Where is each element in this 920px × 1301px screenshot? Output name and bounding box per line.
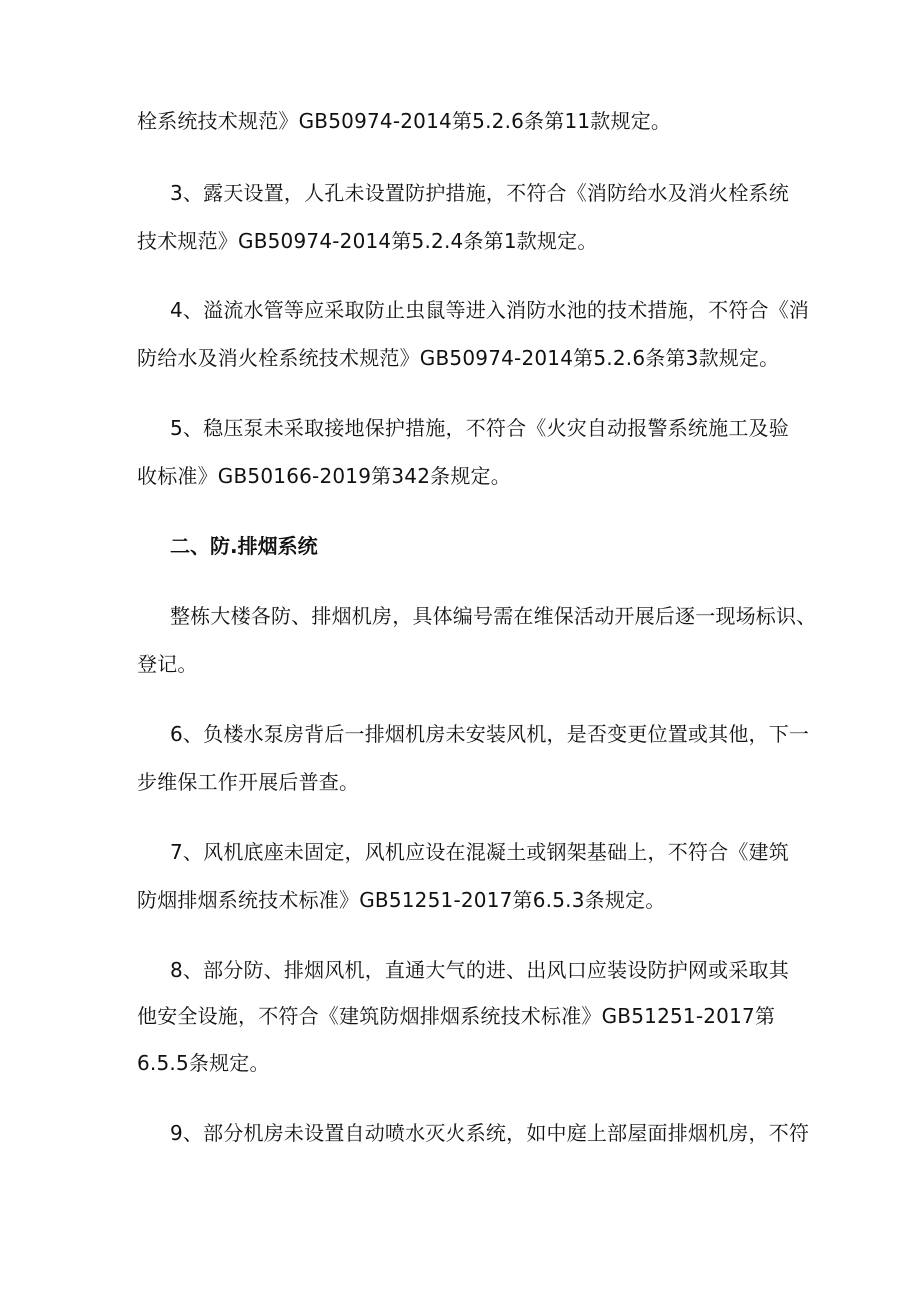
item-5-line-2: 收标准》GB50166-2019第342条规定。: [137, 464, 511, 488]
intro-line-2: 登记。: [137, 652, 198, 676]
item-8-line-2: 他安全设施，不符合《建筑防烟排烟系统技术标准》GB51251-2017第: [137, 1004, 776, 1028]
section-heading: 二、防.排烟系统: [170, 534, 318, 558]
item-8-line-1: 8、部分防、排烟风机，直通大气的进、出风口应装设防护网或采取其: [170, 958, 789, 982]
item-7-line-2: 防烟排烟系统技术标准》GB51251-2017第6.5.3条规定。: [137, 888, 666, 912]
item-7-line-1: 7、风机底座未固定，风机应设在混凝土或钢架基础上，不符合《建筑: [170, 840, 789, 864]
item-9-line-1: 9、部分机房未设置自动喷水灭火系统，如中庭上部屋面排烟机房，不符: [170, 1121, 810, 1145]
item-6-line-2: 步维保工作开展后普查。: [137, 770, 360, 794]
item-5-line-1: 5、稳压泵未采取接地保护措施，不符合《火灾自动报警系统施工及验: [170, 416, 789, 440]
item-3-line-1: 3、露天设置，人孔未设置防护措施，不符合《消防给水及消火栓系统: [170, 181, 789, 205]
item-4-line-1: 4、溢流水管等应采取防止虫鼠等进入消防水池的技术措施，不符合《消: [170, 298, 810, 322]
text-line-1: 栓系统技术规范》GB50974-2014第5.2.6条第11款规定。: [137, 109, 672, 133]
item-8-line-3: 6.5.5条规定。: [137, 1051, 270, 1075]
item-3-line-2: 技术规范》GB50974-2014第5.2.4条第1款规定。: [137, 229, 598, 253]
intro-line-1: 整栋大楼各防、排烟机房，具体编号需在维保活动开展后逐一现场标识、: [170, 604, 817, 628]
item-4-line-2: 防给水及消火栓系统技术规范》GB50974-2014第5.2.6条第3款规定。: [137, 346, 780, 370]
item-6-line-1: 6、负楼水泵房背后一排烟机房未安装风机，是否变更位置或其他，下一: [170, 722, 810, 746]
